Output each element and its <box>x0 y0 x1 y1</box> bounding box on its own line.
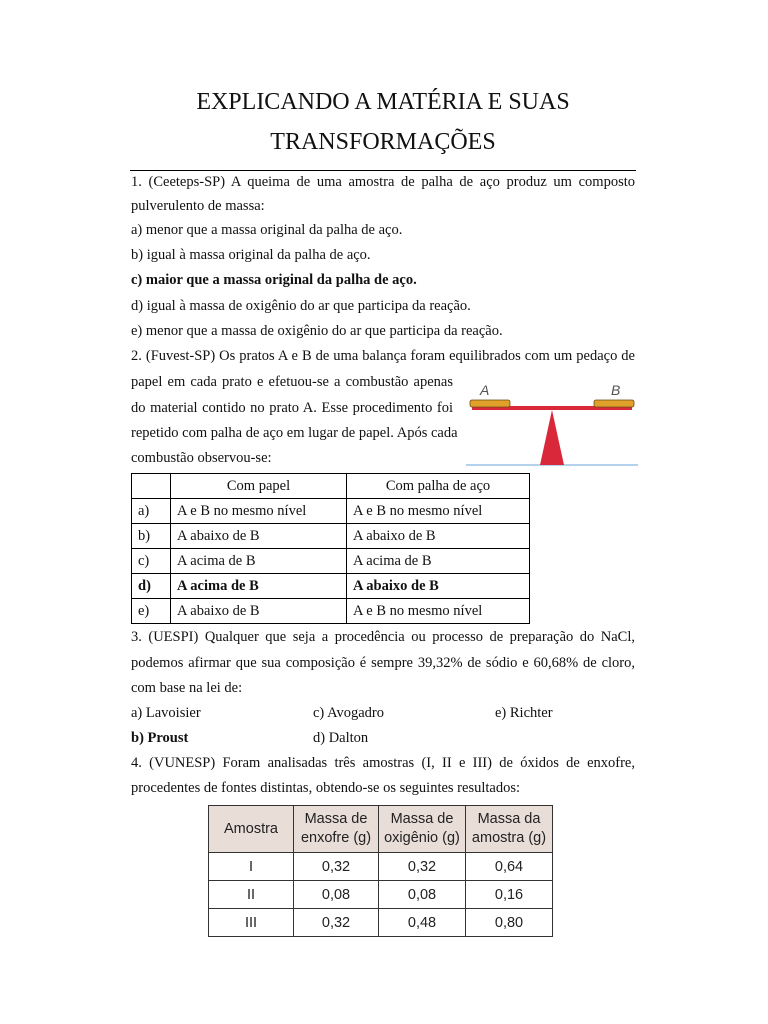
balance-fulcrum <box>540 410 564 465</box>
q3-stem-line1: 3. (UESPI) Qualquer que seja a procedência ou processo de preparação do NaCl, <box>131 629 635 645</box>
q4-cell-total: 0,16 <box>466 881 553 909</box>
q4-table-header-row <box>209 806 553 853</box>
q2-cell-paper: A e B no mesmo nível <box>171 499 347 524</box>
balance-scale-figure <box>466 375 638 471</box>
q2-cell-steel-wool: A acima de B <box>347 549 530 574</box>
q1-stem-line2: pulverulento de massa: <box>131 198 265 214</box>
q4-results-table <box>208 805 553 937</box>
q4-cell-total: 0,64 <box>466 853 553 881</box>
q3-option-d: d) Dalton <box>313 730 369 746</box>
q1-option-a: a) menor que a massa original da palha de aço. <box>131 222 403 238</box>
q2-cell-option: e) <box>132 599 171 624</box>
q4-cell-sulfur: 0,08 <box>294 881 379 909</box>
q1-stem-line1: 1. (Ceeteps-SP) A queima de uma amostra de palha de aço produz um composto <box>131 174 635 190</box>
table-row <box>132 524 530 549</box>
table-row <box>132 599 530 624</box>
q4-header-sample-mass <box>466 806 553 853</box>
q1-option-c-answer: c) maior que a massa original da palha de aço. <box>131 272 417 288</box>
q4-cell-oxygen: 0,08 <box>379 881 466 909</box>
table-row <box>209 909 553 937</box>
table-row <box>132 499 530 524</box>
q4-stem-line2: procedentes de fontes distintas, obtendo-se os seguintes resultados: <box>131 780 521 796</box>
q2-cell-option: b) <box>132 524 171 549</box>
q2-cell-paper: A acima de B <box>171 574 347 599</box>
q3-option-c: c) Avogadro <box>313 705 384 721</box>
q4-header-text: oxigênio (g) <box>384 830 460 846</box>
q2-header-steel-wool: Com palha de aço <box>347 474 530 499</box>
q1-option-e: e) menor que a massa de oxigênio do ar que participa da reação. <box>131 323 503 339</box>
q4-cell-total: 0,80 <box>466 909 553 937</box>
q2-stem-line4: repetido com palha de aço em lugar de papel. Após cada <box>131 425 458 441</box>
q2-stem-line2: papel em cada prato e efetuou-se a combustão apenas <box>131 374 453 390</box>
q1-option-d: d) igual à massa de oxigênio do ar que participa da reação. <box>131 298 471 314</box>
table-row <box>132 549 530 574</box>
q1-option-b: b) igual à massa original da palha de aço. <box>131 247 371 263</box>
q2-cell-option: a) <box>132 499 171 524</box>
q2-cell-steel-wool: A e B no mesmo nível <box>347 499 530 524</box>
q4-cell-sample: I <box>209 853 294 881</box>
q4-header-text: Massa de <box>304 811 368 827</box>
table-row <box>209 881 553 909</box>
balance-label-a: A <box>480 382 490 398</box>
q4-cell-sample: III <box>209 909 294 937</box>
table-row-answer <box>132 574 530 599</box>
q4-cell-sulfur: 0,32 <box>294 909 379 937</box>
q2-header-option <box>132 474 171 499</box>
q4-header-sulfur-mass <box>294 806 379 853</box>
q2-answer-table <box>131 473 530 624</box>
q2-cell-paper: A abaixo de B <box>171 524 347 549</box>
q4-header-sample-label: Amostra <box>224 820 278 837</box>
q2-table-header-row <box>132 474 530 499</box>
q4-stem-line1: 4. (VUNESP) Foram analisadas três amostras (I, II e III) de óxidos de enxofre, <box>131 755 635 771</box>
page-title-line1: EXPLICANDO A MATÉRIA E SUAS <box>196 89 570 115</box>
q2-cell-steel-wool: A abaixo de B <box>347 524 530 549</box>
balance-pan-b <box>594 400 634 407</box>
q4-header-text: enxofre (g) <box>300 830 372 846</box>
q3-stem-line2: podemos afirmar que sua composição é sempre 39,32% de sódio e 60,68% de cloro, <box>131 655 635 671</box>
q4-cell-sulfur: 0,32 <box>294 853 379 881</box>
q2-cell-paper: A acima de B <box>171 549 347 574</box>
page-title-line2: TRANSFORMAÇÕES <box>270 129 496 155</box>
q4-header-text: Massa da <box>477 811 541 827</box>
q2-stem-line3: do material contido no prato A. Esse procedimento foi <box>131 400 453 416</box>
table-row <box>209 853 553 881</box>
q2-cell-steel-wool: A abaixo de B <box>347 574 530 599</box>
q2-cell-option: d) <box>132 574 171 599</box>
q4-header-text: Massa de <box>390 811 454 827</box>
q3-stem-line3: com base na lei de: <box>131 680 243 696</box>
q4-header-sample <box>209 806 294 853</box>
q2-stem-line5: combustão observou-se: <box>131 450 272 466</box>
q4-header-text: amostra (g) <box>471 830 547 846</box>
balance-label-b: B <box>611 382 621 398</box>
q2-header-paper: Com papel <box>171 474 347 499</box>
q3-option-b-answer: b) Proust <box>131 730 189 746</box>
q2-cell-steel-wool: A e B no mesmo nível <box>347 599 530 624</box>
q4-header-oxygen-mass <box>379 806 466 853</box>
balance-pan-a <box>470 400 510 407</box>
q4-cell-oxygen: 0,48 <box>379 909 466 937</box>
q4-cell-oxygen: 0,32 <box>379 853 466 881</box>
q3-option-e: e) Richter <box>495 705 553 721</box>
q2-cell-option: c) <box>132 549 171 574</box>
q4-cell-sample: II <box>209 881 294 909</box>
q2-stem-line1: 2. (Fuvest-SP) Os pratos A e B de uma balança foram equilibrados com um pedaço de <box>131 348 635 364</box>
q3-option-a: a) Lavoisier <box>131 705 201 721</box>
q2-cell-paper: A abaixo de B <box>171 599 347 624</box>
